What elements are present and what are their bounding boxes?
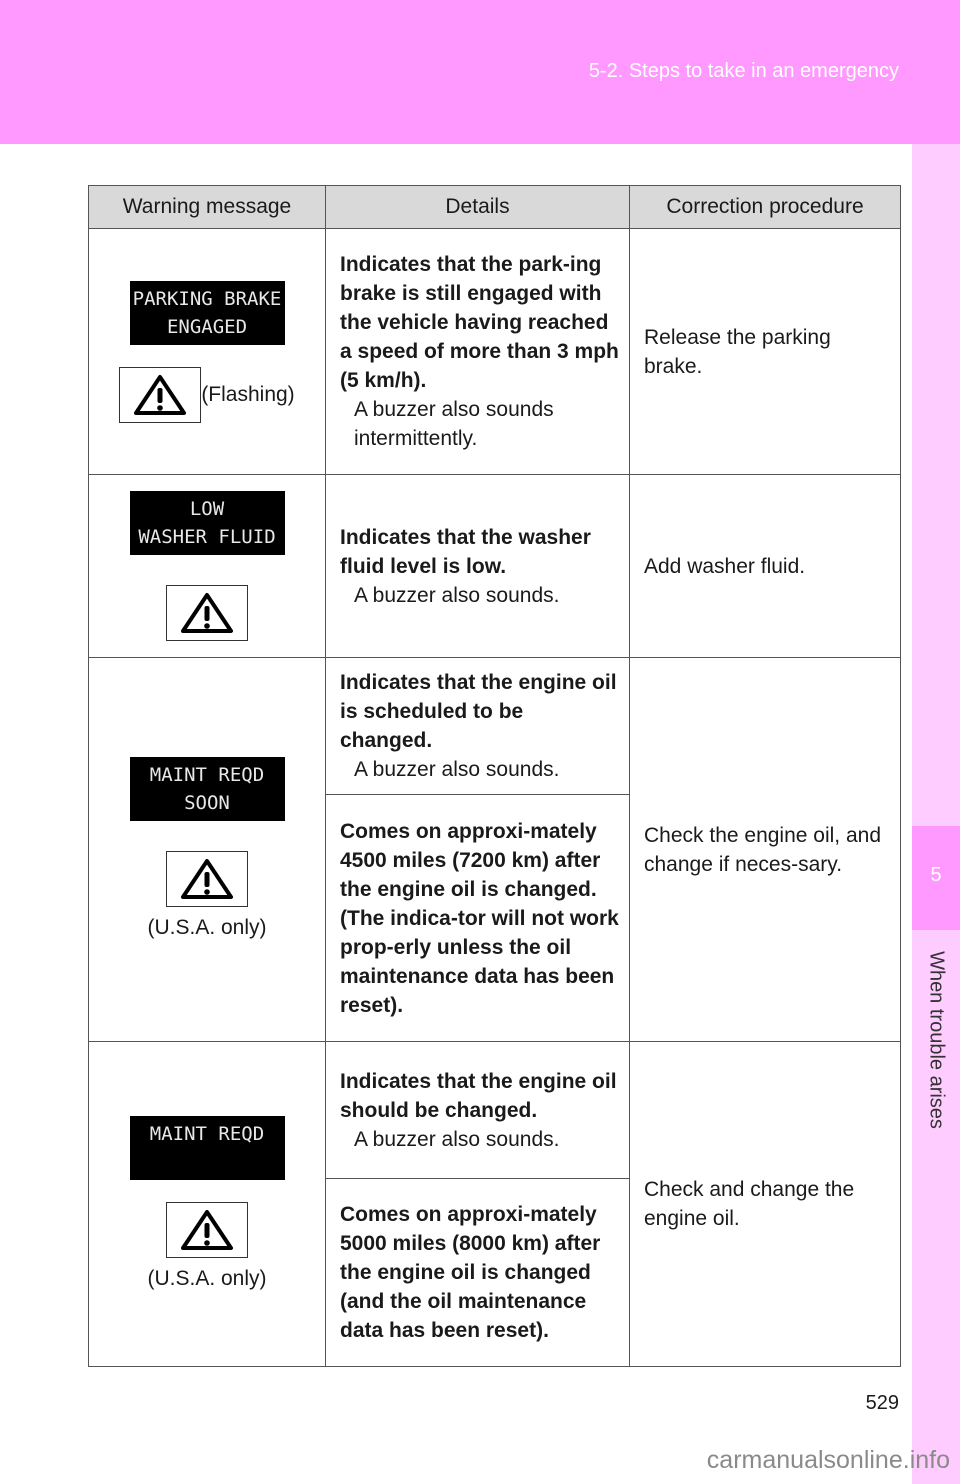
chapter-number-tab — [912, 826, 960, 930]
chapter-number: 5 — [930, 864, 942, 886]
master-warning-indicator — [166, 585, 248, 641]
buzzer-note: A buzzer also sounds intermittently. — [354, 398, 554, 450]
details-text: Indicates that the park-ing brake is still engaged with the vehicle having reached a speed of more than 3 mph (5 km/h). — [340, 253, 619, 392]
display-message-maint-reqd-soon: MAINT REQD SOON — [130, 757, 285, 821]
details-cell — [326, 658, 630, 795]
warning-message-cell — [89, 229, 326, 475]
table-row — [89, 475, 901, 658]
details-cell — [326, 795, 630, 1042]
correction-cell: Check the engine oil, and change if neces-sary. — [630, 658, 901, 1042]
details-cell — [326, 1179, 630, 1367]
details-cell — [326, 1042, 630, 1179]
master-warning-indicator — [119, 367, 201, 423]
display-message-maint-reqd: MAINT REQD — [130, 1116, 285, 1180]
details-cell — [326, 475, 630, 658]
display-message-parking-brake: PARKING BRAKE ENGAGED — [130, 281, 285, 345]
master-warning-indicator — [166, 851, 248, 907]
section-header — [0, 0, 960, 144]
details-text: Comes on approxi-mately 5000 miles (8000 km) after the engine oil is changed (and the oil maintenance data has been reset). — [340, 1203, 601, 1342]
details-text: Indicates that the engine oil is scheduled to be changed. — [340, 671, 617, 752]
correction-cell: Release the parking brake. — [630, 229, 901, 475]
details-text: Indicates that the engine oil should be changed. — [340, 1069, 617, 1122]
table-row — [89, 229, 901, 475]
table-header-row — [89, 186, 901, 229]
usa-only-note: (U.S.A. only) — [147, 916, 267, 939]
warning-message-cell — [89, 658, 326, 1042]
warning-triangle-icon — [179, 857, 235, 901]
side-tab — [912, 144, 960, 1484]
watermark: carmanualsonline.info — [706, 1446, 950, 1474]
buzzer-note: A buzzer also sounds. — [354, 758, 560, 781]
header-warning-message: Warning message — [89, 186, 326, 229]
usa-only-note: (U.S.A. only) — [147, 1266, 267, 1290]
details-text: Indicates that the washer fluid level is low. — [340, 525, 591, 578]
chapter-label: When trouble arises — [925, 951, 948, 1129]
warning-message-table — [88, 185, 901, 1367]
flashing-note: (Flashing) — [201, 383, 295, 406]
table-row — [89, 658, 901, 795]
buzzer-note: A buzzer also sounds. — [354, 583, 560, 607]
warning-message-cell — [89, 1042, 326, 1367]
warning-triangle-icon — [179, 591, 235, 635]
display-message-low-washer-fluid: LOW WASHER FLUID — [130, 491, 285, 555]
details-text: Comes on approxi-mately 4500 miles (7200 km) after the engine oil is changed. (The indica-tor will not work prop-erly unless the oil maintenance data has been reset). — [340, 819, 619, 1017]
warning-message-cell — [89, 475, 326, 658]
buzzer-note: A buzzer also sounds. — [354, 1127, 560, 1151]
correction-cell: Check and change the engine oil. — [630, 1042, 901, 1367]
page-number: 529 — [865, 1392, 899, 1414]
header-correction-procedure: Correction procedure — [630, 186, 901, 229]
table-row — [89, 1042, 901, 1179]
warning-triangle-icon — [179, 1208, 235, 1252]
details-cell — [326, 229, 630, 475]
correction-cell: Add washer fluid. — [630, 475, 901, 658]
warning-triangle-icon — [132, 373, 188, 417]
master-warning-indicator — [166, 1202, 248, 1258]
header-details: Details — [326, 186, 630, 229]
section-title: 5-2. Steps to take in an emergency — [588, 60, 899, 82]
